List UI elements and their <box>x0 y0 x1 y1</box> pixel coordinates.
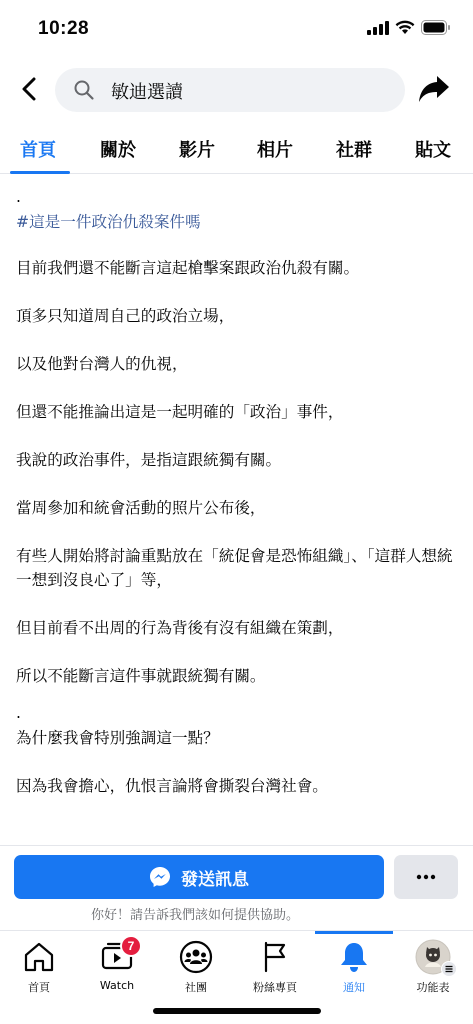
share-button[interactable] <box>417 74 451 104</box>
help-prompt[interactable]: 你好！請告訴我們該如何提供協助。 <box>90 908 299 923</box>
notification-badge: 7 <box>120 935 142 957</box>
post-line: 以及他對台灣人的仇視， <box>16 355 188 373</box>
nav-groups[interactable] <box>157 931 235 1001</box>
bell-icon <box>336 939 372 975</box>
more-icon <box>416 874 436 880</box>
more-options-button[interactable] <box>394 855 458 899</box>
tab-photos[interactable]: 相片 <box>257 140 293 161</box>
battery-icon <box>421 20 451 35</box>
search-query: 敏迪選讀 <box>111 82 183 103</box>
post-line: 有些人開始將討論重點放在「統促會是恐怖組織」、「這群人想統一想到沒良心了」等， <box>16 547 453 589</box>
nav-menu[interactable] <box>394 931 472 1001</box>
post-line: 所以不能斷言這件事就跟統獨有關。 <box>16 667 266 685</box>
tab-community[interactable]: 社群 <box>336 140 372 161</box>
nav-watch[interactable] <box>78 931 156 1001</box>
post-hashtag[interactable]: #這是一件政治仇殺案件嗎 <box>16 213 201 231</box>
active-nav-indicator <box>315 931 393 934</box>
post-body <box>16 190 461 798</box>
home-icon <box>21 939 57 975</box>
post-line: 目前我們還不能斷言這起槍擊案跟政治仇殺有關。 <box>16 259 360 277</box>
menu-icon <box>441 961 457 977</box>
nav-pages[interactable] <box>236 931 314 1001</box>
share-icon <box>417 74 451 104</box>
flag-icon <box>257 939 293 975</box>
tab-videos[interactable]: 影片 <box>179 140 215 161</box>
post-dot: . <box>16 188 21 206</box>
back-button[interactable] <box>14 74 44 104</box>
post-dot: . <box>16 704 21 722</box>
nav-home[interactable] <box>0 931 78 1001</box>
nav-pages-label: 粉絲專頁 <box>253 981 297 994</box>
post-line: 當周參加和統會活動的照片公布後， <box>16 499 266 517</box>
post-line: 我說的政治事件，是指這跟統獨有關。 <box>16 451 282 469</box>
send-message-button[interactable] <box>14 855 384 899</box>
post-line: 頂多只知道周自己的政治立場， <box>16 307 235 325</box>
messenger-icon <box>149 866 171 888</box>
post-line: 但目前看不出周的行為背後有沒有組織在策劃， <box>16 619 344 637</box>
status-icons <box>367 20 451 35</box>
nav-home-label: 首頁 <box>28 981 50 994</box>
search-icon <box>73 79 95 101</box>
post-line: 為什麼我會特別強調這一點？ <box>16 729 219 747</box>
chevron-left-icon <box>21 77 37 101</box>
nav-watch-label: Watch <box>99 979 135 992</box>
search-header <box>0 60 473 120</box>
nav-groups-label: 社團 <box>185 981 207 994</box>
page-tabs <box>0 126 473 174</box>
tab-home[interactable]: 首頁 <box>20 140 56 161</box>
wifi-icon <box>395 20 415 35</box>
active-tab-indicator <box>10 171 70 174</box>
tab-posts[interactable]: 貼文 <box>415 140 451 161</box>
search-input[interactable] <box>55 68 405 112</box>
nav-notifications-label: 通知 <box>343 981 365 994</box>
groups-icon <box>178 939 214 975</box>
nav-notifications[interactable] <box>315 931 393 1001</box>
signal-icon <box>367 21 389 35</box>
status-time: 10:28 <box>38 18 90 39</box>
nav-menu-label: 功能表 <box>416 981 450 994</box>
send-message-label: 發送訊息 <box>181 869 249 890</box>
message-bar <box>0 845 473 935</box>
status-bar <box>0 0 473 58</box>
tab-about[interactable]: 關於 <box>100 140 136 161</box>
home-indicator <box>153 1008 321 1014</box>
post-line: 因為我會擔心，仇恨言論將會撕裂台灣社會。 <box>16 777 328 795</box>
post-line: 但還不能推論出這是一起明確的「政治」事件， <box>16 403 344 421</box>
